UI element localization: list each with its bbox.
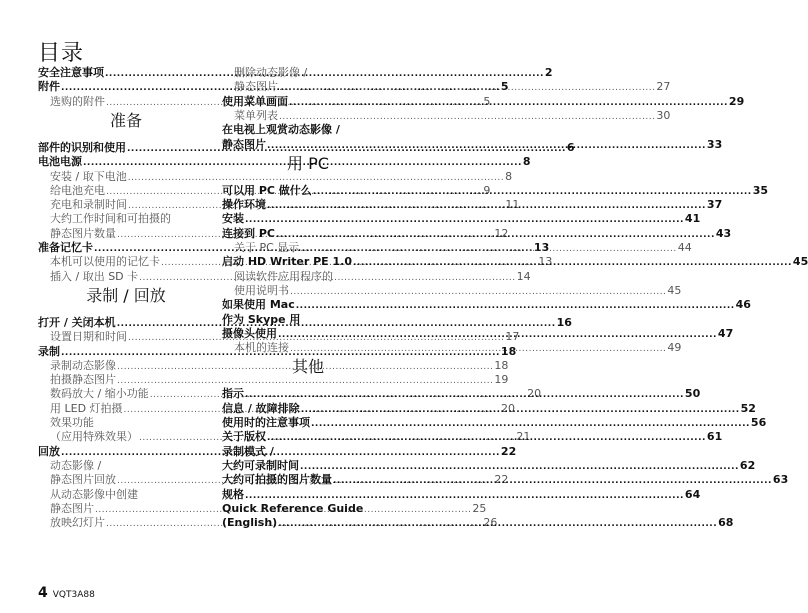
toc-entry-page: 13 [538,255,553,269]
toc-entry-page: 2 [544,66,553,79]
toc-leader-dots [290,285,666,299]
section-heading: 准备 [109,110,142,130]
toc-entry-page: 13 [533,241,550,254]
toc-leader-dots [290,342,666,356]
toc-entry-title: 给电池充电 [50,183,105,197]
toc-entry-title: 动态影像 / [50,458,102,472]
toc-entry-title: 作为 Skype 用 [222,312,301,326]
toc-leader-dots [245,388,684,402]
toc-entry-title: 静态图片回放 [50,473,116,487]
toc-entry-page: 45 [667,283,682,297]
toc-entry-page: 29 [728,94,745,108]
toc-entry-page: 47 [717,326,734,340]
toc-entry-page: 37 [706,198,723,212]
toc-entry-page: 44 [677,241,692,254]
toc-entry-title: 大约可录制时间 [222,458,299,472]
toc-leader-dots [278,328,717,342]
toc-entry-page: 8 [522,155,531,169]
toc-entry[interactable] [222,283,682,298]
toc-entry-page: 61 [706,430,723,444]
toc-entry [222,445,394,459]
document-code: VQT3A88 [52,590,95,600]
toc-leader-dots [245,213,684,227]
toc-leader-dots [267,199,706,213]
toc-entry-page: 26 [483,516,498,530]
toc-entry[interactable] [38,169,513,184]
toc-entry-page: 18 [494,358,509,372]
toc-entry-page: 12 [494,226,509,240]
toc-entry-title: 关于 PC 显示 [234,241,300,254]
toc-entry-title: 打开 / 关闭本机 [38,315,116,329]
toc-entry-page: 52 [740,401,756,415]
toc-entry-page: 20 [500,401,515,415]
toc-entry-page: 11 [505,198,520,212]
toc-entry-title: 操作环境 [222,198,266,212]
toc-leader-dots [276,228,715,242]
toc-entry-title: 静态图片 [222,137,266,151]
toc-entry[interactable] [222,458,756,473]
toc-entry-title: 连接到 PC [222,226,275,240]
toc-entry-page: 22 [500,444,517,458]
toc-leader-dots [301,403,740,417]
toc-entry[interactable] [222,108,671,123]
section-heading: 录制 / 回放 [86,285,166,305]
toc-entry-page: 50 [684,387,701,401]
toc-entry-title: 删除动态影像 / [234,66,308,79]
toc-entry-page: 68 [718,516,734,530]
toc-entry-title: 录制 [38,344,60,358]
toc-entry-title: 信息 / 故障排除 [222,401,300,415]
toc-leader-dots [278,517,717,531]
toc-leader-dots [279,81,655,95]
toc-entry [38,488,214,502]
toc-entry-title: 录制动态影像 [50,358,116,372]
toc-entry-page: 17 [505,330,520,344]
toc-entry-title: 录制模式 / [222,444,274,458]
toc-entry-page: 22 [494,473,509,487]
toc-entry-page: 25 [472,501,487,515]
toc-entry-title: 规格 [222,487,244,501]
toc-entry-page: 64 [684,487,701,501]
toc-entry-title: 指示 [222,387,244,401]
toc-entry-title: 安全注意事项 [38,66,104,79]
toc-entry-title: 设置日期和时间 [50,330,127,344]
toc-entry-page: 45 [792,255,808,269]
toc-entry [222,66,394,80]
page-footer [38,585,95,601]
toc-entry-title: 阅读软件应用程序的 [234,269,333,283]
toc-entry-title: 静态图片 [234,80,278,94]
toc-entry-page: 18 [500,344,517,358]
toc-leader-dots [300,242,676,256]
toc-entry[interactable] [222,416,767,430]
toc-entry-title: Quick Reference Guide [222,501,364,515]
toc-leader-dots [333,474,772,488]
toc-entry[interactable] [222,298,751,312]
toc-leader-dots [313,185,752,199]
toc-entry-title: (English) [222,516,278,530]
toc-entry-title: 如果使用 Mac [222,298,295,312]
toc-entry-page: 20 [527,387,542,401]
toc-entry [38,459,214,473]
toc-entry-title: 插入 / 取出 SD 卡 [50,269,139,283]
toc-leader-dots [279,110,655,124]
toc-entry[interactable] [222,137,723,152]
toc-leader-dots [267,139,706,153]
toc-entry-page: 63 [772,473,789,487]
toc-entry-title: 可以用 PC 做什么 [222,183,312,197]
toc-entry[interactable] [222,94,745,109]
toc-entry-title: 放映幻灯片 [50,516,105,530]
toc-entry-page: 56 [750,416,767,429]
toc-entry-page: 35 [752,183,769,197]
toc-entry-page: 49 [667,341,682,355]
toc-entry-title: 充电和录制时间 [50,198,127,212]
toc-entry-title: 电池电源 [38,155,82,169]
toc-entry-page: 9 [483,183,491,197]
toc-entry-title: 用 LED 灯拍摄 [50,401,123,415]
toc-entry-page: 30 [656,108,671,122]
section-heading: 用 PC [287,153,329,173]
toc-entry[interactable] [222,212,701,226]
toc-entry [38,212,214,226]
toc-entry-title: 附件 [38,80,60,94]
toc-entry-title: 拍摄静态图片 [50,373,116,387]
toc-entry [222,502,394,516]
page-title: 目录 [38,41,85,66]
toc-entry-title: 大约可拍摄的图片数量 [222,473,332,487]
toc-entry-page: 19 [494,373,509,387]
toc-entry-title: 使用说明书 [234,283,289,297]
toc-entry [222,313,394,327]
toc-entry-title: 关于版权 [222,430,266,444]
toc-entry-title: 使用时的注意事项 [222,416,310,429]
toc-entry[interactable] [38,373,509,387]
toc-entry-title: 静态图片 [50,501,94,515]
toc-leader-dots [353,256,792,270]
toc-entry-page: 41 [684,212,701,226]
toc-entry[interactable] [222,487,701,502]
toc-leader-dots [267,431,706,445]
toc-entry-title: 菜单列表 [234,108,278,122]
toc-entry-page: 16 [556,315,572,329]
page-number: 4 [38,585,48,601]
toc-entry-page: 27 [656,80,671,94]
toc-entry-page: 5 [483,94,491,108]
toc-leader-dots [311,417,750,431]
toc-leader-dots [245,489,684,503]
toc-entry-title: 部件的识别和使用 [38,140,126,154]
toc-entry-page: 43 [715,226,732,240]
toc-entry[interactable] [222,80,671,94]
toc-entry-page: 6 [566,140,575,154]
toc-entry-title: 在电视上观赏动态影像 / [222,123,340,137]
toc-entry-title: 本机的连接 [234,341,289,355]
toc-entry-title: 从动态影像中创建 [50,487,138,501]
toc-entry-page: 21 [516,430,531,444]
toc-entry [222,123,394,137]
toc-entry [222,270,394,284]
toc-entry-title: 准备记忆卡 [38,241,93,254]
toc-entry-title: 安装 [222,212,244,226]
toc-entry-page: 33 [706,137,723,151]
toc-entry-page: 5 [500,80,509,94]
toc-entry-title: 本机可以使用的记忆卡 [50,255,160,269]
toc-entry-page: 8 [505,169,513,183]
toc-entry-title: 回放 [38,444,60,458]
toc-entry-title: 使用菜单画面 [222,94,288,108]
toc-entry-title: 静态图片数量 [50,226,116,240]
toc-entry-title: 大约工作时间和可拍摄的 [50,212,171,226]
toc-entry [38,416,214,430]
toc-entry-page: 14 [516,269,531,283]
toc-entry-title: 摄像头使用 [222,326,277,340]
toc-entry-page: 62 [739,458,756,472]
toc-entry-title: （应用特殊效果） [50,430,138,444]
section-heading: 其他 [291,357,324,377]
toc-entry-title: 启动 HD Writer PE 1.0 [222,255,352,269]
toc-entry-title: 效果功能 [50,416,94,429]
toc-entry-title: 数码放大 / 缩小功能 [50,387,149,401]
toc-entry-title: 选购的附件 [50,94,105,108]
toc-leader-dots [300,460,739,474]
toc-entry-page: 46 [735,298,751,312]
toc-leader-dots [289,96,728,110]
toc-entry-title: 安装 / 取下电池 [50,169,127,183]
toc-leader-dots [296,299,735,313]
toc-entry[interactable] [222,183,769,198]
